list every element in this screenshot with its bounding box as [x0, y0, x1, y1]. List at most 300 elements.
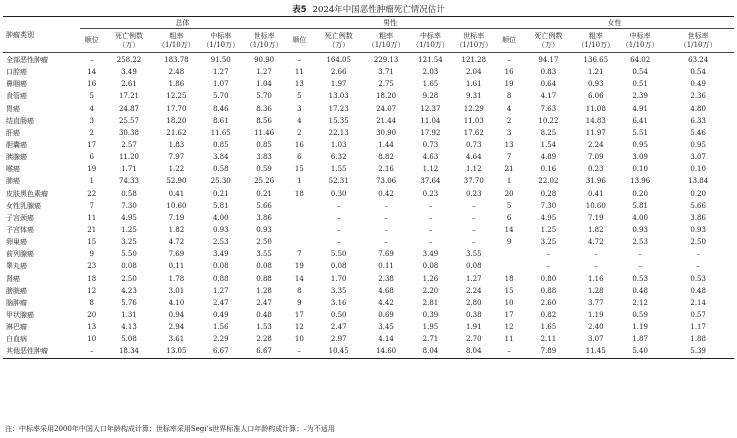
table-cell: 9.28 — [422, 92, 439, 101]
table-cell: 18.20 — [166, 116, 187, 125]
table-cell: 5.66 — [690, 201, 706, 210]
table-cell: 3.86 — [690, 213, 706, 222]
table-cell: 7.63 — [540, 104, 557, 113]
table-cell: – — [472, 213, 476, 222]
table-cell: 4.14 — [378, 335, 394, 344]
table-cell: 1.16 — [587, 274, 604, 283]
table-cell: 0.10 — [690, 165, 706, 174]
table-cell: 0.93 — [256, 226, 272, 235]
table-cell: 7 — [89, 201, 94, 210]
table-cell: 11 — [504, 335, 514, 344]
table-cell: 0.64 — [540, 80, 557, 89]
table-cell: 7.89 — [540, 347, 557, 356]
table-cell: 1.82 — [587, 226, 604, 235]
table-cell: 3.83 — [256, 153, 272, 162]
table-cell: – — [297, 347, 302, 356]
table-cell: 4.63 — [422, 153, 439, 162]
table-cell: 2.75 — [378, 80, 394, 89]
table-cell: 2.97 — [330, 335, 347, 344]
table-cell: 2.60 — [540, 298, 557, 307]
table-cell: 0.69 — [378, 311, 394, 320]
table-cell: 1.54 — [540, 141, 557, 150]
table-cell: 11.45 — [585, 347, 606, 356]
table-cell: 13.05 — [166, 347, 187, 356]
table-cell: 0.21 — [212, 189, 229, 198]
table-cell: 25.30 — [210, 177, 231, 186]
table-cell: 3.01 — [168, 286, 185, 295]
table-cell: – — [428, 238, 433, 247]
table-cell: 22.13 — [328, 128, 349, 137]
table-cell: 0.58 — [212, 165, 229, 174]
table-cell: 15.35 — [328, 116, 349, 125]
table-cell: 0.08 — [466, 262, 482, 271]
table-cell: 1 — [506, 177, 512, 186]
cancer-type-cell: 脑肿瘤 — [6, 298, 27, 307]
table-cell: 0.58 — [121, 189, 137, 198]
table-cell: 5 — [89, 92, 94, 101]
table-cell: 20 — [87, 311, 97, 320]
table-cell: 16 — [504, 68, 514, 77]
table-cell: 0.82 — [540, 311, 557, 320]
table-row — [3, 90, 734, 102]
cancer-type-cell: 皮肤黑色素瘤 — [6, 189, 48, 198]
table-cell: 1.53 — [256, 323, 272, 332]
column-header: 顺位 — [80, 29, 104, 53]
table-cell: 2.48 — [168, 68, 185, 77]
table-cell — [285, 200, 313, 212]
table-cell: 1.61 — [466, 80, 482, 89]
table-cell: 1.91 — [466, 323, 482, 332]
table-cell: 24.87 — [118, 104, 140, 113]
table-cell: 0.38 — [466, 311, 482, 320]
table-cell: 11.97 — [585, 128, 606, 137]
cancer-type-cell: 胆囊癌 — [6, 141, 27, 150]
table-cell: 0.30 — [330, 189, 347, 198]
table-cell: 17 — [87, 141, 97, 150]
table-cell: 5.81 — [632, 201, 648, 210]
table-cell: 24.07 — [376, 104, 397, 113]
table-cell: 9 — [506, 238, 512, 247]
table-cell: 0.23 — [422, 189, 439, 198]
table-cell: 2.39 — [632, 92, 648, 101]
column-header: 顺位 — [285, 29, 313, 53]
table-cell: 37.70 — [463, 177, 484, 186]
cancer-type-cell: 膀胱癌 — [6, 286, 27, 295]
table-cell: 6.41 — [632, 116, 648, 125]
table-cell: 0.48 — [690, 286, 706, 295]
table-cell: 1.27 — [256, 68, 272, 77]
table-cell: 2.50 — [121, 274, 137, 283]
table-cell: 0.50 — [330, 311, 347, 320]
table-cell: 14 — [294, 274, 304, 283]
table-cell: 0.08 — [212, 262, 229, 271]
table-cell: 8.25 — [540, 128, 557, 137]
table-cell: 0.48 — [256, 311, 272, 320]
table-row — [3, 345, 734, 358]
table-cell: 10 — [504, 298, 514, 307]
table-cell: 90.90 — [254, 56, 275, 65]
table-caption — [0, 3, 737, 15]
table-cell: 3.07 — [690, 153, 706, 162]
table-cell: 2.47 — [330, 323, 347, 332]
table-cell: 2.38 — [378, 274, 394, 283]
column-header: 世标率 （1/10万） — [243, 29, 285, 53]
table-cell: 0.54 — [690, 68, 706, 77]
table-cell: 0.08 — [121, 262, 137, 271]
table-cell: 1.31 — [121, 311, 137, 320]
table-cell: 0.11 — [378, 262, 394, 271]
table-cell: 2.61 — [121, 80, 137, 89]
table-cell: 5 — [506, 201, 512, 210]
cancer-type-cell: 食管癌 — [6, 92, 27, 101]
table-cell: 0.08 — [330, 262, 347, 271]
column-header: 粗率 （1/10万） — [574, 29, 618, 53]
table-cell: 0.73 — [466, 141, 482, 150]
table-cell: 1.07 — [212, 80, 229, 89]
table-cell: 0.93 — [690, 226, 706, 235]
table-note: 注：中标率采用2000年中国人口年龄构成计算；世标率采用Segi’s世界标准人口年龄构成计算；–为不适用 — [5, 425, 335, 433]
table-cell: 15 — [504, 286, 514, 295]
table-cell: 5.70 — [256, 92, 272, 101]
table-cell: 0.51 — [632, 80, 648, 89]
table-cell: 2.40 — [587, 323, 604, 332]
category-header: 肿瘤类别 — [3, 17, 80, 53]
table-cell: 1.27 — [212, 286, 229, 295]
table-cell: 4.95 — [121, 213, 137, 222]
table-cell: 5 — [297, 92, 302, 101]
table-cell: 3 — [506, 128, 512, 137]
table-cell: 19 — [87, 165, 97, 174]
table-row — [3, 115, 734, 127]
table-cell: 0.42 — [378, 189, 394, 198]
table-cell: 0.10 — [632, 165, 648, 174]
table-cell: 121.54 — [418, 56, 443, 65]
table-row — [3, 139, 734, 151]
table-cell: 52.90 — [166, 177, 187, 186]
table-cell: – — [472, 226, 476, 235]
table-cell: 8.56 — [256, 116, 272, 125]
table-cell — [285, 212, 313, 224]
table-cell: 0.57 — [690, 311, 706, 320]
table-cell: 21.44 — [376, 116, 397, 125]
table-cell: 4 — [297, 116, 302, 125]
table-cell: 2.50 — [256, 238, 272, 247]
cancer-type-cell: 结直肠癌 — [6, 116, 34, 125]
table-cell: – — [336, 238, 341, 247]
table-cell: 2.81 — [422, 298, 439, 307]
cancer-type-cell: 睾丸癌 — [6, 262, 27, 271]
table-cell: 3.84 — [212, 153, 229, 162]
table-cell: 3.49 — [212, 250, 229, 259]
table-cell: – — [428, 213, 433, 222]
table-cell: 18 — [87, 274, 97, 283]
table-cell: 0.93 — [632, 226, 648, 235]
table-cell: – — [594, 262, 598, 271]
table-cell: 1.56 — [212, 323, 229, 332]
table-cell: 1.97 — [330, 80, 347, 89]
table-cell: 3.71 — [378, 68, 394, 77]
table-cell: – — [472, 201, 476, 210]
table-cell: 5.50 — [330, 250, 347, 259]
table-cell: 19 — [294, 262, 304, 271]
table-cell: 15 — [294, 165, 304, 174]
table-cell: 6.67 — [256, 347, 272, 356]
table-cell: 25.57 — [118, 116, 140, 125]
table-cell: – — [696, 262, 700, 271]
table-cell: 3.45 — [378, 323, 394, 332]
table-cell: 64.02 — [630, 56, 651, 65]
table-cell: – — [336, 213, 341, 222]
table-cell: 12 — [504, 323, 514, 332]
table-row — [3, 53, 734, 67]
table-row — [3, 127, 734, 139]
table-cell: 2 — [506, 116, 512, 125]
table-cell: 1.12 — [422, 165, 439, 174]
table-cell: 10.60 — [585, 201, 606, 210]
table-cell: 2.57 — [121, 141, 137, 150]
table-cell: 17.92 — [420, 128, 441, 137]
table-cell: 3.61 — [168, 335, 185, 344]
table-cell: 10.60 — [166, 201, 187, 210]
table-cell: 15 — [87, 238, 97, 247]
table-cell: 2 — [297, 128, 302, 137]
table-cell: – — [384, 213, 388, 222]
table-cell: 3.25 — [540, 238, 557, 247]
column-header: 中标率 （1/10万） — [199, 29, 243, 53]
table-cell: 17 — [504, 311, 514, 320]
table-cell: 23 — [87, 262, 97, 271]
cancer-type-cell: 肾癌 — [6, 274, 20, 283]
table-cell: 0.23 — [466, 189, 482, 198]
table-cell: 2.50 — [690, 238, 706, 247]
table-cell: 12 — [294, 323, 304, 332]
table-cell: 1.26 — [422, 274, 439, 283]
table-row — [3, 175, 734, 187]
table-cell: 7.19 — [587, 213, 604, 222]
table-cell: 0.59 — [632, 311, 648, 320]
table-cell: 1.17 — [690, 323, 706, 332]
table-cell: 17.70 — [166, 104, 187, 113]
table-cell: – — [472, 238, 476, 247]
table-cell — [495, 260, 523, 272]
table-cell: 1.25 — [121, 226, 137, 235]
table-row — [3, 273, 734, 285]
cancer-type-cell: 肝癌 — [6, 128, 20, 137]
table-cell: 0.16 — [540, 165, 557, 174]
table-cell: – — [507, 347, 511, 356]
table-cell: 258.22 — [116, 56, 142, 65]
table-row — [3, 236, 734, 248]
table-cell: 3.55 — [466, 250, 482, 259]
table-cell: 183.78 — [164, 56, 189, 65]
table-cell: 0.88 — [540, 286, 557, 295]
table-cell: 3 — [89, 116, 94, 125]
table-cell: 20 — [504, 189, 514, 198]
table-cell: – — [336, 201, 341, 210]
table-cell: 11.20 — [118, 153, 140, 162]
table-row — [3, 163, 734, 175]
table-cell: 5.66 — [256, 201, 272, 210]
table-cell: 164.05 — [326, 56, 351, 65]
table-cell: – — [297, 56, 302, 65]
table-cell: 1.55 — [330, 165, 347, 174]
table-cell: 14 — [504, 226, 514, 235]
table-cell: 4.91 — [632, 104, 648, 113]
table-cell: 37.64 — [420, 177, 441, 186]
cancer-type-cell: 卵巢癌 — [6, 238, 27, 247]
table-cell: 1 — [89, 177, 94, 186]
table-cell: 4.68 — [378, 286, 394, 295]
table-cell: – — [638, 262, 642, 271]
table-cell: 0.80 — [540, 274, 557, 283]
table-cell: 3.35 — [330, 286, 347, 295]
table-row — [3, 309, 734, 321]
table-cell: 2.28 — [256, 335, 272, 344]
table-cell: 18.20 — [376, 92, 397, 101]
table-cell: 5.70 — [212, 92, 229, 101]
table-cell: 14.83 — [585, 116, 606, 125]
table-cell: 8.04 — [422, 347, 439, 356]
cancer-type-cell: 肺癌 — [6, 177, 20, 186]
table-cell: 2.66 — [330, 68, 347, 77]
table-cell: 0.11 — [168, 262, 185, 271]
table-cell: 11.46 — [254, 128, 275, 137]
table-cell: 4.64 — [466, 153, 482, 162]
table-cell: 5.39 — [690, 347, 706, 356]
table-cell: 30.38 — [118, 128, 140, 137]
table-row — [3, 188, 734, 200]
table-cell: 4.10 — [168, 298, 185, 307]
table-cell: 1.87 — [632, 335, 648, 344]
table-cell: – — [546, 262, 551, 271]
table-cell: 13 — [87, 323, 97, 332]
table-cell: 25.26 — [254, 177, 275, 186]
table-cell: – — [546, 250, 551, 259]
cancer-type-cell: 喉癌 — [6, 165, 20, 174]
table-cell: 2.47 — [212, 298, 229, 307]
table-row — [3, 260, 734, 272]
table-cell: 1.25 — [540, 226, 557, 235]
table-cell: 0.93 — [587, 80, 604, 89]
cancer-type-cell: 其他恶性肿瘤 — [6, 347, 48, 356]
table-cell: 1.27 — [212, 68, 229, 77]
table-cell: 4.72 — [168, 238, 185, 247]
table-row — [3, 78, 734, 90]
table-cell: 4 — [89, 104, 94, 113]
table-cell: – — [696, 250, 700, 259]
table-cell: 22.02 — [538, 177, 559, 186]
table-cell: 21 — [504, 165, 514, 174]
table-cell: 8.82 — [378, 153, 394, 162]
column-header: 粗率 （1/10万） — [364, 29, 408, 53]
table-row — [3, 151, 734, 163]
cancer-type-cell: 全部恶性肿瘤 — [6, 56, 48, 65]
table-row — [3, 321, 734, 333]
table-cell: 19 — [504, 80, 514, 89]
table-cell: 1.88 — [690, 335, 706, 344]
group-header-total: 总体 — [80, 17, 286, 29]
table-cell: 1.03 — [330, 141, 347, 150]
table-cell: 7.69 — [378, 250, 394, 259]
table-cell: 6.06 — [587, 92, 604, 101]
table-cell: 17.21 — [118, 92, 140, 101]
table-cell: 94.17 — [538, 56, 559, 65]
table-cell: 1.28 — [256, 286, 272, 295]
table-cell: 0.95 — [690, 141, 706, 150]
table-cell: 0.20 — [632, 189, 648, 198]
table-cell: 10 — [294, 335, 304, 344]
table-cell: 2.16 — [378, 165, 394, 174]
table-cell: 0.93 — [212, 226, 229, 235]
table-cell: 1.12 — [466, 165, 482, 174]
table-cell: 8 — [506, 92, 512, 101]
column-header: 世标率 （1/10万） — [453, 29, 495, 53]
table-cell: 30.90 — [376, 128, 397, 137]
table-cell: – — [428, 201, 433, 210]
table-cell: 0.08 — [422, 262, 439, 271]
group-header-female: 女性 — [495, 17, 734, 29]
column-header: 死亡例数 （万） — [523, 29, 573, 53]
table-cell: 14.60 — [376, 347, 397, 356]
table-cell: 10.45 — [328, 347, 349, 356]
table-cell: 0.49 — [690, 80, 706, 89]
table-cell — [495, 248, 523, 260]
table-cell: 12.25 — [166, 92, 187, 101]
table-cell: 7.69 — [168, 250, 185, 259]
table-cell: 11.08 — [585, 104, 606, 113]
table-cell: 2.80 — [466, 298, 482, 307]
table-cell: 7.30 — [121, 201, 137, 210]
table-cell: 91.50 — [210, 56, 231, 65]
table-cell: 1.70 — [330, 274, 347, 283]
table-cell: 4.13 — [121, 323, 137, 332]
table-cell: 2.36 — [690, 92, 706, 101]
cancer-type-cell: 前列腺癌 — [6, 250, 34, 259]
table-cell: 4.42 — [378, 298, 394, 307]
table-row — [3, 103, 734, 115]
table-cell: 0.41 — [587, 189, 604, 198]
table-cell: 3.55 — [256, 250, 272, 259]
table-row — [3, 212, 734, 224]
table-cell: 17.23 — [328, 104, 349, 113]
table-cell: – — [384, 238, 388, 247]
table-cell: 1.28 — [587, 286, 604, 295]
table-cell: 13.84 — [688, 177, 709, 186]
table-cell: 7.19 — [168, 213, 185, 222]
table-row — [3, 66, 734, 78]
table-cell: 5.08 — [121, 335, 137, 344]
table-cell: 17.62 — [463, 128, 484, 137]
table-row — [3, 200, 734, 212]
table-cell: 2.53 — [632, 238, 648, 247]
table-cell: 21.62 — [166, 128, 187, 137]
table-cell: 0.53 — [632, 274, 648, 283]
table-cell: 0.08 — [256, 262, 272, 271]
table-cell: 13 — [294, 80, 304, 89]
table-cell: 4.00 — [632, 213, 648, 222]
table-cell: 31.96 — [585, 177, 606, 186]
table-cell: 12 — [87, 286, 97, 295]
table-cell: 0.54 — [632, 68, 648, 77]
table-cell: 52.31 — [328, 177, 349, 186]
table-cell: 1.22 — [168, 165, 185, 174]
column-header: 粗率 （1/10万） — [154, 29, 198, 53]
table-cell: 4 — [506, 104, 512, 113]
table-cell: 3.16 — [330, 298, 347, 307]
table-cell: 3.07 — [587, 335, 604, 344]
table-cell: – — [384, 201, 388, 210]
table-cell: 6 — [506, 213, 512, 222]
